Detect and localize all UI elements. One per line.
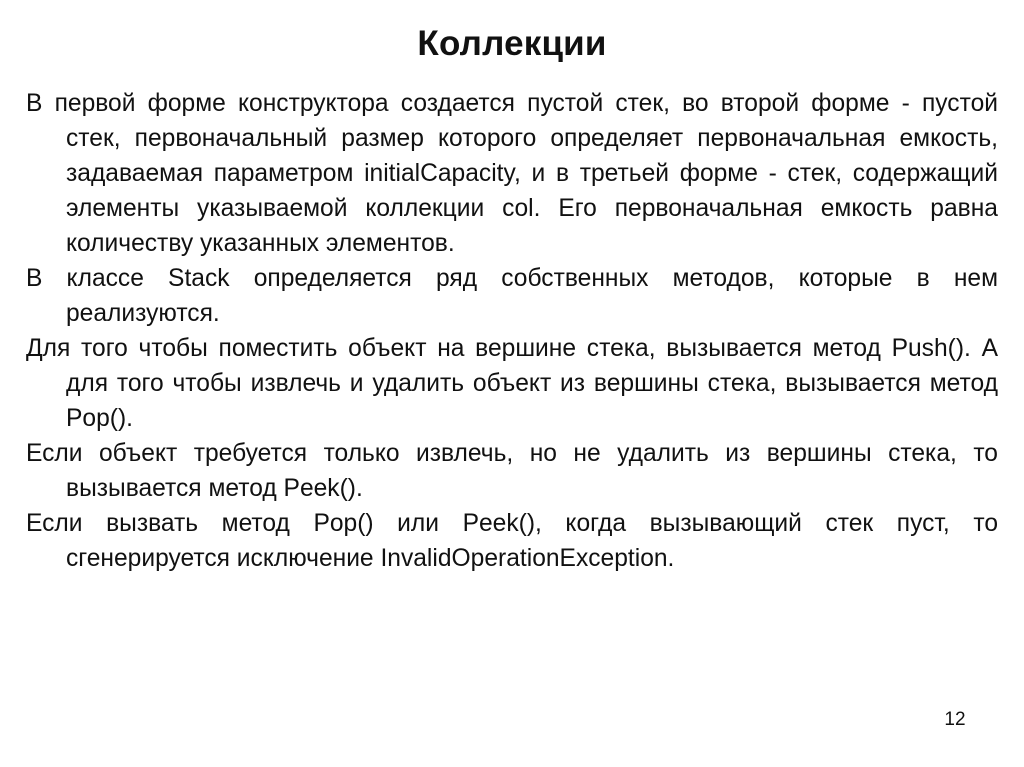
slide-title: Коллекции — [417, 24, 607, 63]
paragraph-constructor-forms: В первой форме конструктора создается пустой стек, во второй форме - пустой стек, первоначальный размер которого определяет первоначальная емкость, задаваемая параметром initialCapacity, и в третьей форме - стек, содержащий элементы указываемой коллекции col. Его первоначальная емкость равна количеству указанных элементов. — [26, 90, 998, 257]
paragraph-peek: Если объект требуется только извлечь, но не удалить из вершины стека, то вызывается метод Peek(). — [26, 440, 998, 502]
paragraph-stack-methods: В классе Stack определяется ряд собственных методов, которые в нем реализуются. — [26, 265, 998, 327]
page-number: 12 — [944, 709, 966, 730]
slide-body — [26, 86, 998, 576]
paragraph-push-pop: Для того чтобы поместить объект на вершине стека, вызывается метод Push(). А для того чтобы извлечь и удалить объект из вершины стека, вызывается метод Pop(). — [26, 335, 998, 432]
paragraph-exception: Если вызвать метод Pop() или Peek(), когда вызывающий стек пуст, то сгенерируется исключение InvalidOperationException. — [26, 510, 998, 572]
